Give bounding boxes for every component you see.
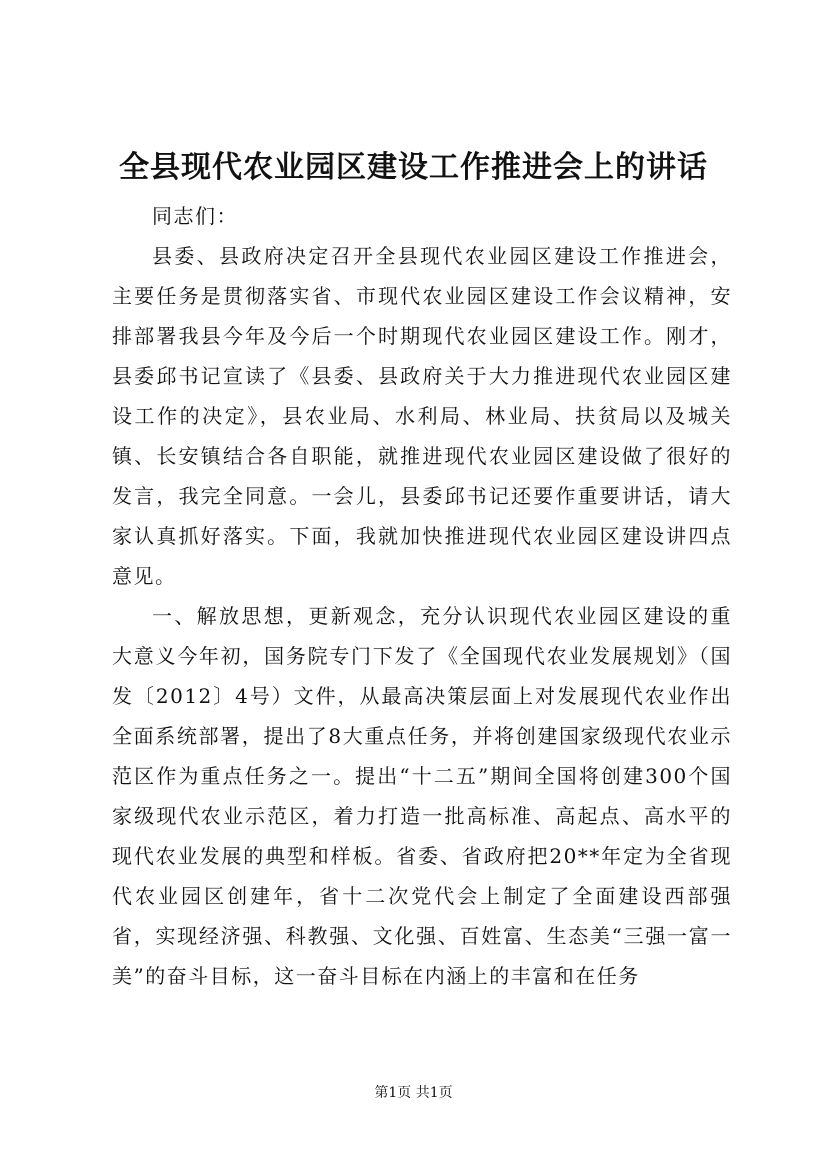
section-one-paragraph: 一、解放思想，更新观念，充分认识现代农业园区建设的重大意义今年初，国务院专门下发了《全国现代农业发展规划》（国发〔2012〕4号）文件，从最高决策层面上对发展现代农业作出全面系统部署，提出了8大重点任务，并将创建国家级现代农业示范区作为重点任务之一。提出“十二五”期间全国将创建300个国家级现代农业示范区，着力打造一批高标准、高起点、高水平的现代农业发展的典型和样板。省委、省政府把20**年定为全省现代农业园区创建年，省十二次党代会上制定了全面建设西部强省，实现经济强、科教强、文化强、百姓富、生态美“三强一富一美”的奋斗目标，这一奋斗目标在内涵上的丰富和在任务 [112,604,732,988]
page-number-footer: 第1页 共1页 [374,1085,453,1101]
document-title: 全县现代农业园区建设工作推进会上的讲话 [119,150,708,185]
intro-paragraph: 县委、县政府决定召开全县现代农业园区建设工作推进会，主要任务是贯彻落实省、市现代农业园区建设工作会议精神，安排部署我县今年及今后一个时期现代农业园区建设工作。刚才，县委邱书记宣读了《县委、县政府关于大力推进现代农业园区建设工作的决定》，县农业局、水利局、林业局、扶贫局以及城关镇、长安镇结合各自职能，就推进现代农业园区建设做了很好的发言，我完全同意。一会儿，县委邱书记还要作重要讲话，请大家认真抓好落实。下面，我就加快推进现代农业园区建设讲四点意见。 [112,244,732,588]
document-body [112,196,732,996]
salutation-paragraph: 同志们： [152,204,238,228]
